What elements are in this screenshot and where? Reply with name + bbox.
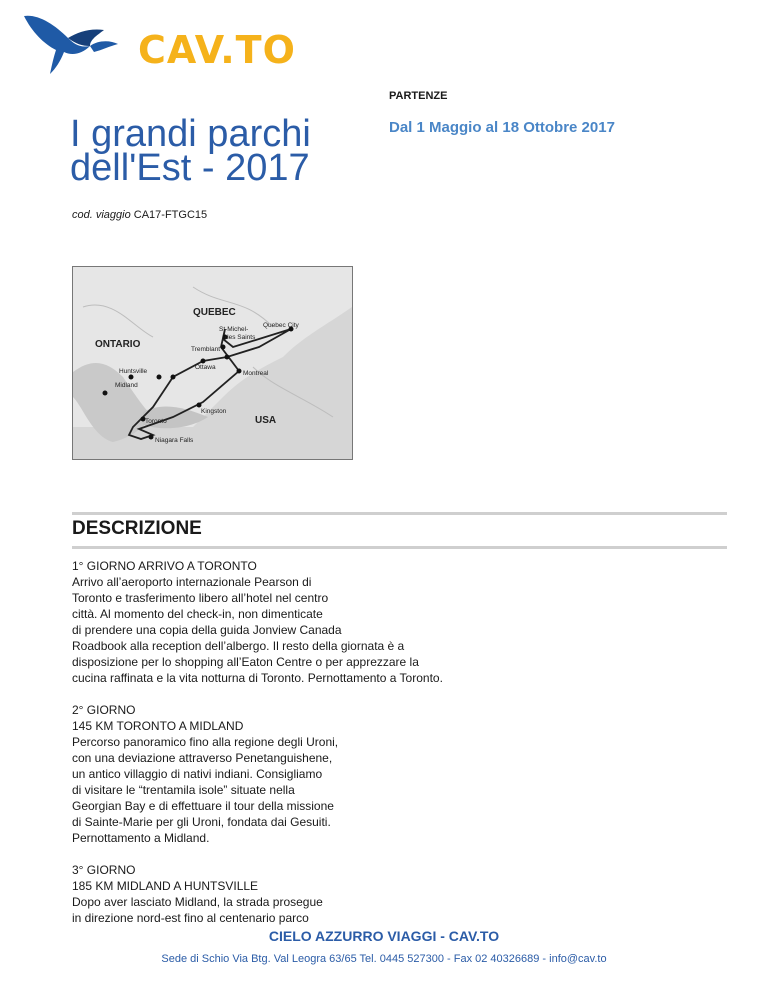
text-line: di prendere una copia della guida Jonview Canada xyxy=(72,623,342,637)
itinerary-text xyxy=(72,558,712,942)
trip-code-value: CA17-FTGC15 xyxy=(133,209,208,221)
map-city-huntsville: Huntsville xyxy=(119,368,148,375)
text-line: 1° GIORNO ARRIVO A TORONTO xyxy=(72,559,257,573)
map-city-ottawa: Ottawa xyxy=(195,364,216,371)
trip-code xyxy=(72,209,207,221)
map-city-tremblant: Tremblant xyxy=(191,346,221,353)
section-title-description: DESCRIZIONE xyxy=(72,518,202,539)
itinerary-day-1 xyxy=(72,558,712,686)
section-divider-bottom xyxy=(72,546,727,549)
text-line: un antico villaggio di nativi indiani. Consigliamo xyxy=(72,767,323,781)
text-line: cucina raffinata e la vita notturna di Toronto. Pernottamento a Toronto. xyxy=(72,671,443,685)
text-line: di visitare le “trentamila isole” situate nella xyxy=(72,783,295,797)
trip-code-label: cod. viaggio xyxy=(72,209,131,221)
title-line: dell'Est - 2017 xyxy=(70,147,310,189)
map-city-st-michel: St-Michel- xyxy=(219,326,249,333)
text-line: in direzione nord-est fino al centenario parco xyxy=(72,911,309,925)
text-line: Arrivo all’aeroporto internazionale Pearson di xyxy=(72,575,312,589)
map-city-kingston: Kingston xyxy=(201,408,227,415)
departure-dates: Dal 1 Maggio al 18 Ottobre 2017 xyxy=(389,119,615,136)
text-line: 145 KM TORONTO A MIDLAND xyxy=(72,719,244,733)
footer-company: CIELO AZZURRO VIAGGI - CAV.TO xyxy=(268,928,500,944)
itinerary-day-2 xyxy=(72,702,712,846)
text-line: Dopo aver lasciato Midland, la strada prosegue xyxy=(72,895,323,909)
map-city-des-saints: des Saints xyxy=(225,334,256,341)
text-line: 185 KM MIDLAND A HUNTSVILLE xyxy=(72,879,259,893)
map-region-quebec: QUEBEC xyxy=(193,307,236,318)
map-city-quebec-city: Quebec City xyxy=(263,322,299,329)
text-line: con una deviazione attraverso Penetanguishene, xyxy=(72,751,333,765)
title-line: I grandi parchi xyxy=(70,113,311,155)
text-line: Pernottamento a Midland. xyxy=(72,831,210,845)
logo xyxy=(20,10,296,80)
map-city-niagara-falls: Niagara Falls xyxy=(155,437,194,444)
map-city-midland: Midland xyxy=(115,382,138,389)
text-line: di Sainte-Marie per gli Uroni, fondata dai Gesuiti. xyxy=(72,815,331,829)
text-line: città. Al momento del check-in, non dimenticate xyxy=(72,607,323,621)
text-line: Georgian Bay e di effettuare il tour della missione xyxy=(72,799,334,813)
itinerary-day-3 xyxy=(72,862,712,926)
text-line: Roadbook alla reception dell’albergo. Il resto della giornata è a xyxy=(72,639,405,653)
route-map xyxy=(72,266,353,460)
logo-text: CAV.TO xyxy=(138,28,296,72)
map-city-montreal: Montreal xyxy=(243,370,269,377)
bird-logo-icon xyxy=(20,10,120,80)
text-line: Percorso panoramico fino alla regione degli Uroni, xyxy=(72,735,339,749)
departures-label: PARTENZE xyxy=(389,90,448,102)
text-line: disposizione per lo shopping all’Eaton Centre o per apprezzare la xyxy=(72,655,419,669)
page-title xyxy=(70,113,370,189)
text-line: 2° GIORNO xyxy=(72,703,136,717)
text-line: 3° GIORNO xyxy=(72,863,136,877)
map-city-toronto: Toronto xyxy=(145,418,167,425)
footer-contact-info: Sede di Schio Via Btg. Val Leogra 63/65 Tel. 0445 527300 - Fax 02 40326689 - info@cav.to xyxy=(161,953,607,965)
text-line: Toronto e trasferimento libero all’hotel nel centro xyxy=(72,591,329,605)
section-divider-top xyxy=(72,512,727,515)
map-region-ontario: ONTARIO xyxy=(95,339,141,350)
map-region-usa: USA xyxy=(255,415,277,426)
